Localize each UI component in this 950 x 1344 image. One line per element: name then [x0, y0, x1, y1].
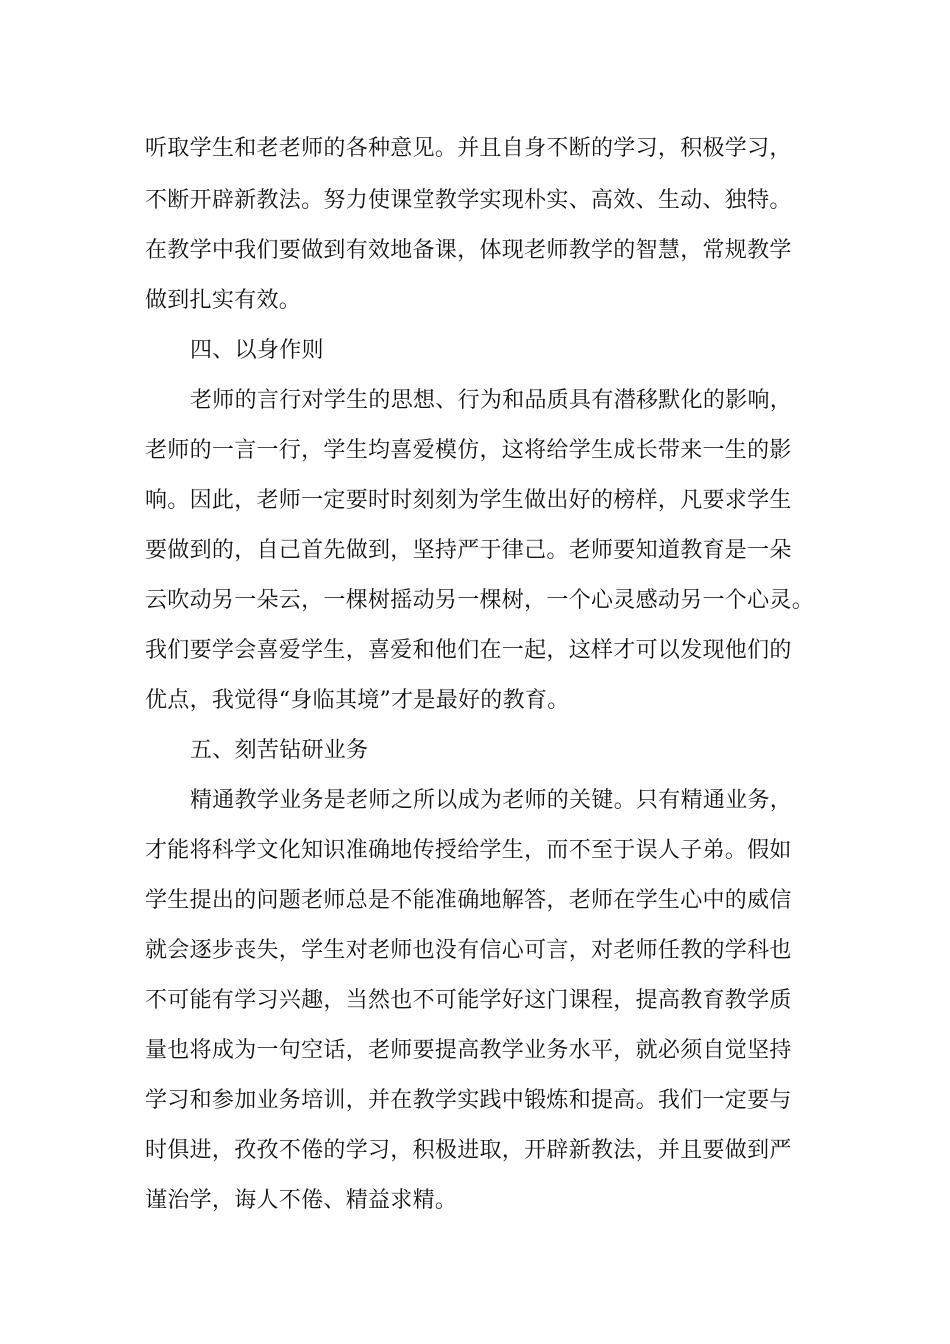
paragraph-line: 听取学生和老老师的各种意见。并且自身不断的学习，积极学习，	[145, 136, 792, 161]
paragraph-line: 就会逐步丧失，学生对老师也没有信心可言，对老师任教的学科也	[145, 938, 792, 963]
paragraph-line: 不可能有学习兴趣，当然也不可能学好这门课程，提高教育教学质	[145, 988, 792, 1013]
section-heading: 四、以身作则	[190, 338, 324, 363]
paragraph-line: 才能将科学文化知识准确地传授给学生，而不至于误人子弟。假如	[145, 838, 792, 863]
paragraph-line: 响。因此，老师一定要时时刻刻为学生做出好的榜样，凡要求学生	[145, 488, 792, 513]
section-heading: 五、刻苦钻研业务	[190, 738, 369, 763]
paragraph-line: 要做到的，自己首先做到，坚持严于律己。老师要知道教育是一朵	[145, 538, 792, 563]
paragraph-line: 精通教学业务是老师之所以成为老师的关键。只有精通业务，	[190, 788, 793, 813]
paragraph-line: 老师的言行对学生的思想、行为和品质具有潜移默化的影响，	[190, 388, 793, 413]
paragraph-line: 时俱进，孜孜不倦的学习，积极进取，开辟新教法，并且要做到严	[145, 1138, 792, 1163]
paragraph-line: 做到扎实有效。	[145, 288, 302, 313]
paragraph-line: 我们要学会喜爱学生，喜爱和他们在一起，这样才可以发现他们的	[145, 638, 792, 663]
paragraph-line: 在教学中我们要做到有效地备课，体现老师教学的智慧，常规教学	[145, 238, 792, 263]
paragraph-line: 不断开辟新教法。努力使课堂教学实现朴实、高效、生动、独特。	[145, 188, 792, 213]
paragraph-line: 学生提出的问题老师总是不能准确地解答，老师在学生心中的威信	[145, 888, 792, 913]
paragraph-line: 云吹动另一朵云，一棵树摇动另一棵树，一个心灵感动另一个心灵。	[145, 588, 815, 613]
paragraph-line: 学习和参加业务培训，并在教学实践中锻炼和提高。我们一定要与	[145, 1088, 792, 1113]
paragraph-line: 优点，我觉得“身临其境”才是最好的教育。	[145, 688, 570, 713]
paragraph-line: 量也将成为一句空话，老师要提高教学业务水平，就必须自觉坚持	[145, 1038, 792, 1063]
paragraph-line: 老师的一言一行，学生均喜爱模仿，这将给学生成长带来一生的影	[145, 438, 792, 463]
paragraph-line: 谨治学，诲人不倦、精益求精。	[145, 1188, 458, 1213]
